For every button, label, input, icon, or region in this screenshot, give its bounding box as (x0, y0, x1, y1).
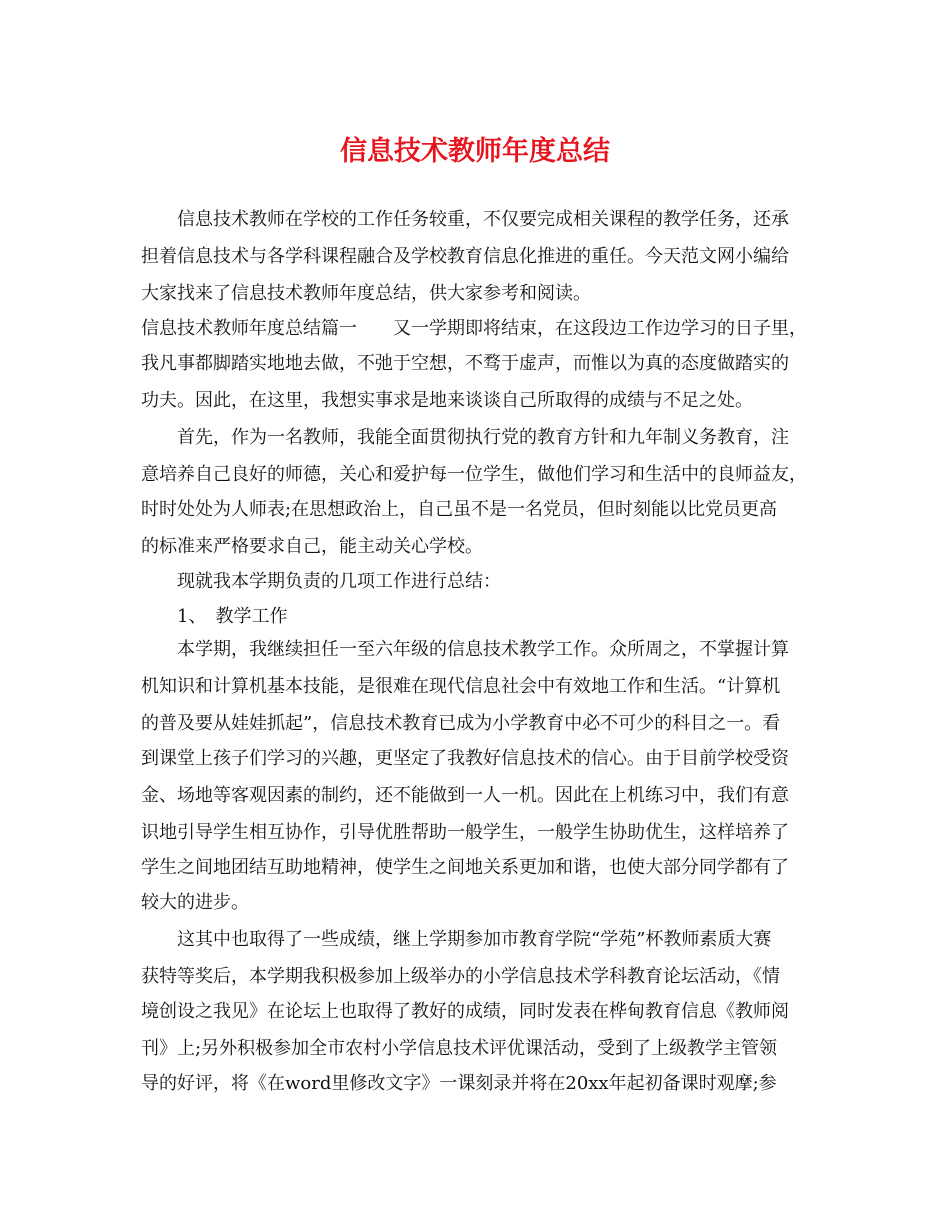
paragraph-line: 识地引导学生相互协作，引导优胜帮助一般学生，一般学生协助优生，这样培养了 (141, 822, 789, 843)
paragraph-line: 境创设之我见》在论坛上也取得了教好的成绩，同时发表在桦甸教育信息《教师阅 (141, 1001, 789, 1022)
paragraph-line: 获特等奖后，本学期我积极参加上级举办的小学信息技术学科教育论坛活动，《情 (141, 966, 780, 987)
paragraph-line: 信息技术教师在学校的工作任务较重，不仅要完成相关课程的教学任务，还承 (141, 209, 789, 230)
paragraph-line: 的标准来严格要求自己，能主动关心学校。 (141, 536, 483, 557)
paragraph-line: 时时处处为人师表;在思想政治上，自己虽不是一名党员，但时刻能以比党员更高 (141, 499, 778, 520)
paragraph-line: 大家找来了信息技术教师年度总结，供大家参考和阅读。 (141, 283, 591, 304)
paragraph-line: 功夫。因此，在这里，我想实事求是地来谈谈自己所取得的成绩与不足之处。 (141, 390, 753, 411)
paragraph-line: 我凡事都脚踏实地地去做，不弛于空想，不骛于虚声，而惟以为真的态度做踏实的 (141, 353, 789, 374)
paragraph-line: 本学期，我继续担任一至六年级的信息技术教学工作。众所周之，不掌握计算 (141, 639, 789, 660)
paragraph-line: 刊》上;另外积极参加全市农村小学信息技术评优课活动，受到了上级教学主管领 (141, 1038, 778, 1059)
paragraph-line: 现就我本学期负责的几项工作进行总结： (141, 571, 501, 592)
paragraph-line: 学生之间地团结互助地精神，使学生之间地关系更加和谐，也使大部分同学都有了 (141, 857, 789, 878)
paragraph-line: 较大的进步。 (141, 892, 249, 913)
paragraph-line: 首先，作为一名教师，我能全面贯彻执行党的教育方针和九年制义务教育，注 (141, 427, 789, 448)
paragraph-line: 的普及要从娃娃抓起”，信息技术教育已成为小学教育中必不可少的科目之一。看 (141, 713, 781, 734)
paragraph-line: 到课堂上孩子们学习的兴趣，更坚定了我教好信息技术的信心。由于目前学校受资 (141, 748, 789, 769)
paragraph-line: 导的好评，将《在word里修改文字》一课刻录并将在20xx年起初备课时观摩;参 (141, 1073, 777, 1094)
section-heading: 1、 教学工作 (141, 606, 288, 627)
paragraph-line: 信息技术教师年度总结篇一 又一学期即将结束，在这段边工作边学习的日子里， (141, 318, 807, 339)
paragraph-line: 这其中也取得了一些成绩，继上学期参加市教育学院“学苑”杯教师素质大赛 (141, 929, 772, 950)
paragraph-line: 机知识和计算机基本技能，是很难在现代信息社会中有效地工作和生活。“计算机 (141, 676, 781, 697)
paragraph-line: 意培养自己良好的师德，关心和爱护每一位学生，做他们学习和生活中的良师益友， (141, 464, 807, 485)
document-title: 信息技术教师年度总结 (340, 136, 610, 167)
paragraph-line: 金、场地等客观因素的制约，还不能做到一人一机。因此在上机练习中，我们有意 (141, 785, 789, 806)
paragraph-line: 担着信息技术与各学科课程融合及学校教育信息化推进的重任。今天范文网小编给 (141, 246, 789, 267)
